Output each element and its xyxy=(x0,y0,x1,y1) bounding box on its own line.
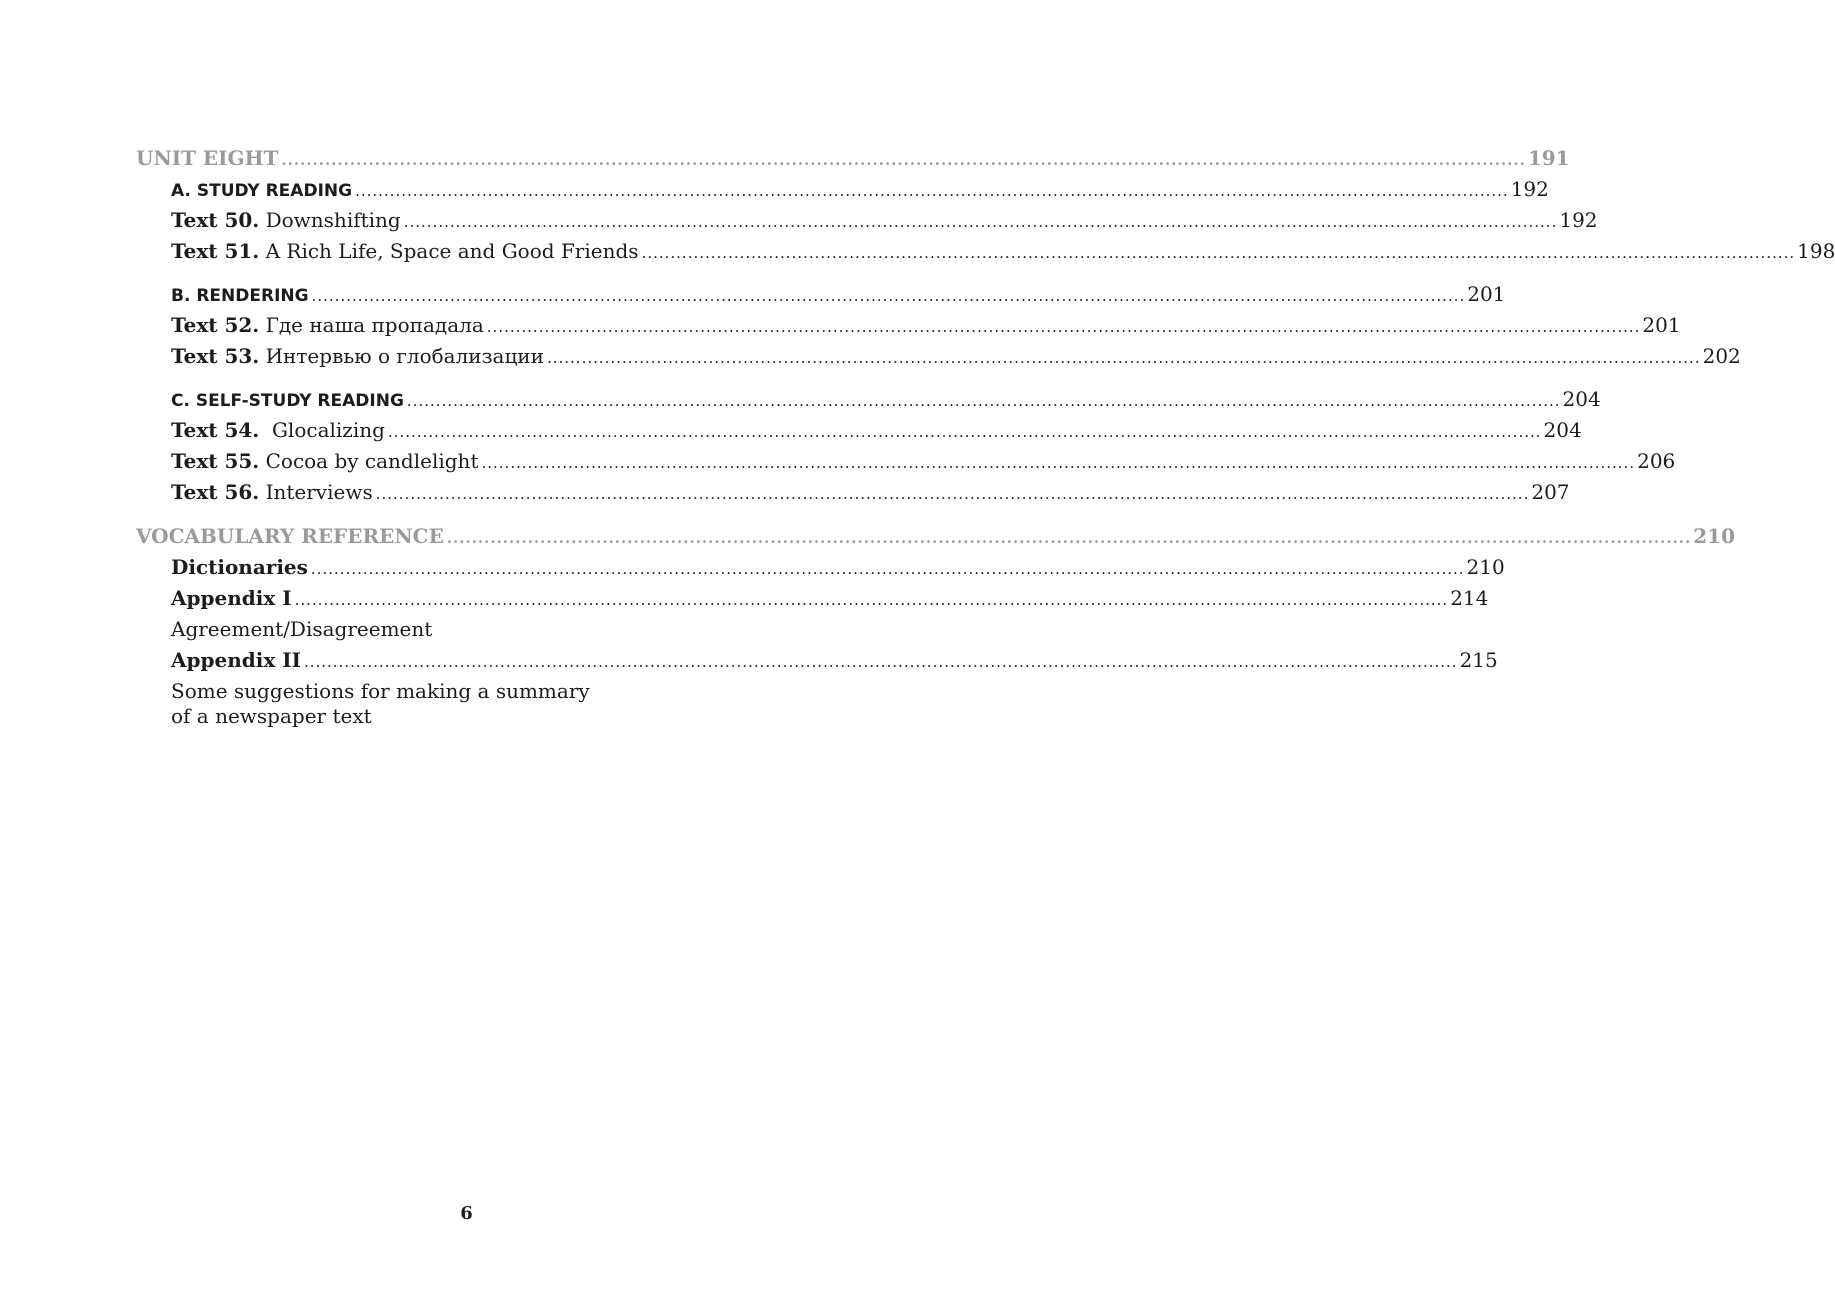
toc-entry-title: Appendix I xyxy=(171,586,292,610)
toc-entry-title: Appendix II xyxy=(171,648,301,672)
toc-entry-title: A Rich Life, Space and Good Friends xyxy=(265,239,639,263)
toc-section-study-reading[interactable] xyxy=(136,174,1549,205)
leader-dots: ........................................................................................................................................................................................................ xyxy=(641,244,1796,262)
toc-page-number: 204 xyxy=(1543,418,1582,442)
leader-dots: ........................................................................................................................................................................................................ xyxy=(387,423,1542,441)
toc-vocabulary-reference[interactable] xyxy=(136,520,1735,552)
toc-page-number: 204 xyxy=(1562,387,1601,411)
toc-page-number: 201 xyxy=(1467,282,1506,306)
toc-text-number: Text 53. xyxy=(171,344,260,368)
leader-dots: ........................................................................................................................................................................................................ xyxy=(375,485,1530,503)
toc-page-number: 201 xyxy=(1642,313,1681,337)
toc-text-50[interactable] xyxy=(136,205,1598,236)
leader-dots: ........................................................................................................................................................................................................ xyxy=(294,591,1449,609)
toc-section-self-study-reading[interactable] xyxy=(136,384,1601,415)
toc-section-rendering[interactable] xyxy=(136,279,1506,310)
leader-dots: ........................................................................................................................................................................................................ xyxy=(281,151,1526,169)
leader-dots: ........................................................................................................................................................................................................ xyxy=(303,653,1458,671)
toc-page-number: 192 xyxy=(1510,177,1549,201)
toc-page-number: 191 xyxy=(1527,146,1570,170)
toc-entry-title: A. STUDY READING xyxy=(171,181,353,201)
toc-text-number: Text 55. xyxy=(171,449,260,473)
toc-text-54[interactable] xyxy=(136,415,1582,446)
toc-entry-title: UNIT EIGHT xyxy=(136,146,279,170)
toc-text-51[interactable] xyxy=(136,236,1835,267)
toc-page-number: 206 xyxy=(1637,449,1676,473)
toc-entry-title: Glocalizing xyxy=(271,418,385,442)
toc-page-number: 192 xyxy=(1559,208,1598,232)
toc-page-number: 210 xyxy=(1466,555,1505,579)
table-of-contents xyxy=(136,142,1835,729)
toc-appendix-2-note-line-2: of a newspaper text xyxy=(171,704,372,728)
toc-page-number: 215 xyxy=(1459,648,1498,672)
toc-text-55[interactable] xyxy=(136,446,1676,477)
toc-text-number: Text 51. xyxy=(171,239,260,263)
leader-dots: ........................................................................................................................................................................................................ xyxy=(486,318,1641,336)
toc-entry-title: Downshifting xyxy=(265,208,401,232)
toc-appendix-2[interactable] xyxy=(136,645,1498,676)
leader-dots: ........................................................................................................................................................................................................ xyxy=(355,182,1509,200)
leader-dots: ........................................................................................................................................................................................................ xyxy=(406,392,1561,410)
toc-page-number: 214 xyxy=(1450,586,1489,610)
toc-entry-title: Cocoa by candlelight xyxy=(265,449,479,473)
toc-entry-title: C. SELF-STUDY READING xyxy=(171,391,404,411)
toc-unit-eight[interactable] xyxy=(136,142,1570,174)
toc-text-number: Text 56. xyxy=(171,480,260,504)
toc-text-52[interactable] xyxy=(136,310,1681,341)
toc-entry-title: Dictionaries xyxy=(171,555,308,579)
toc-dictionaries[interactable] xyxy=(136,552,1505,583)
toc-page-number: 198 xyxy=(1797,239,1835,263)
leader-dots: ........................................................................................................................................................................................................ xyxy=(311,287,1466,305)
toc-page-number: 207 xyxy=(1531,480,1570,504)
leader-dots: ........................................................................................................................................................................................................ xyxy=(310,560,1465,578)
toc-entry-title: Интервью о глобализации xyxy=(265,344,544,368)
toc-text-number: Text 52. xyxy=(171,313,260,337)
toc-text-number: Text 50. xyxy=(171,208,260,232)
toc-entry-title: VOCABULARY REFERENCE xyxy=(136,524,444,548)
toc-text-number: Text 54. xyxy=(171,418,260,442)
toc-entry-title: Где наша пропадала xyxy=(265,313,484,337)
leader-dots: ........................................................................................................................................................................................................ xyxy=(546,349,1701,367)
toc-page-number: 210 xyxy=(1693,524,1735,548)
toc-appendix-2-note-line-1: Some suggestions for making a summary xyxy=(171,679,590,703)
leader-dots: ........................................................................................................................................................................................................ xyxy=(403,213,1558,231)
toc-page-number: 202 xyxy=(1702,344,1741,368)
leader-dots: ........................................................................................................................................................................................................ xyxy=(481,454,1636,472)
toc-text-56[interactable] xyxy=(136,477,1570,508)
toc-appendix-1[interactable] xyxy=(136,583,1489,614)
leader-dots: ........................................................................................................................................................................................................ xyxy=(446,529,1692,547)
toc-entry-title: Interviews xyxy=(265,480,373,504)
toc-entry-title: B. RENDERING xyxy=(171,286,309,306)
page-number: 6 xyxy=(460,1203,473,1224)
toc-appendix-1-note: Agreement/Disagreement xyxy=(171,617,433,641)
toc-text-53[interactable] xyxy=(136,341,1741,372)
